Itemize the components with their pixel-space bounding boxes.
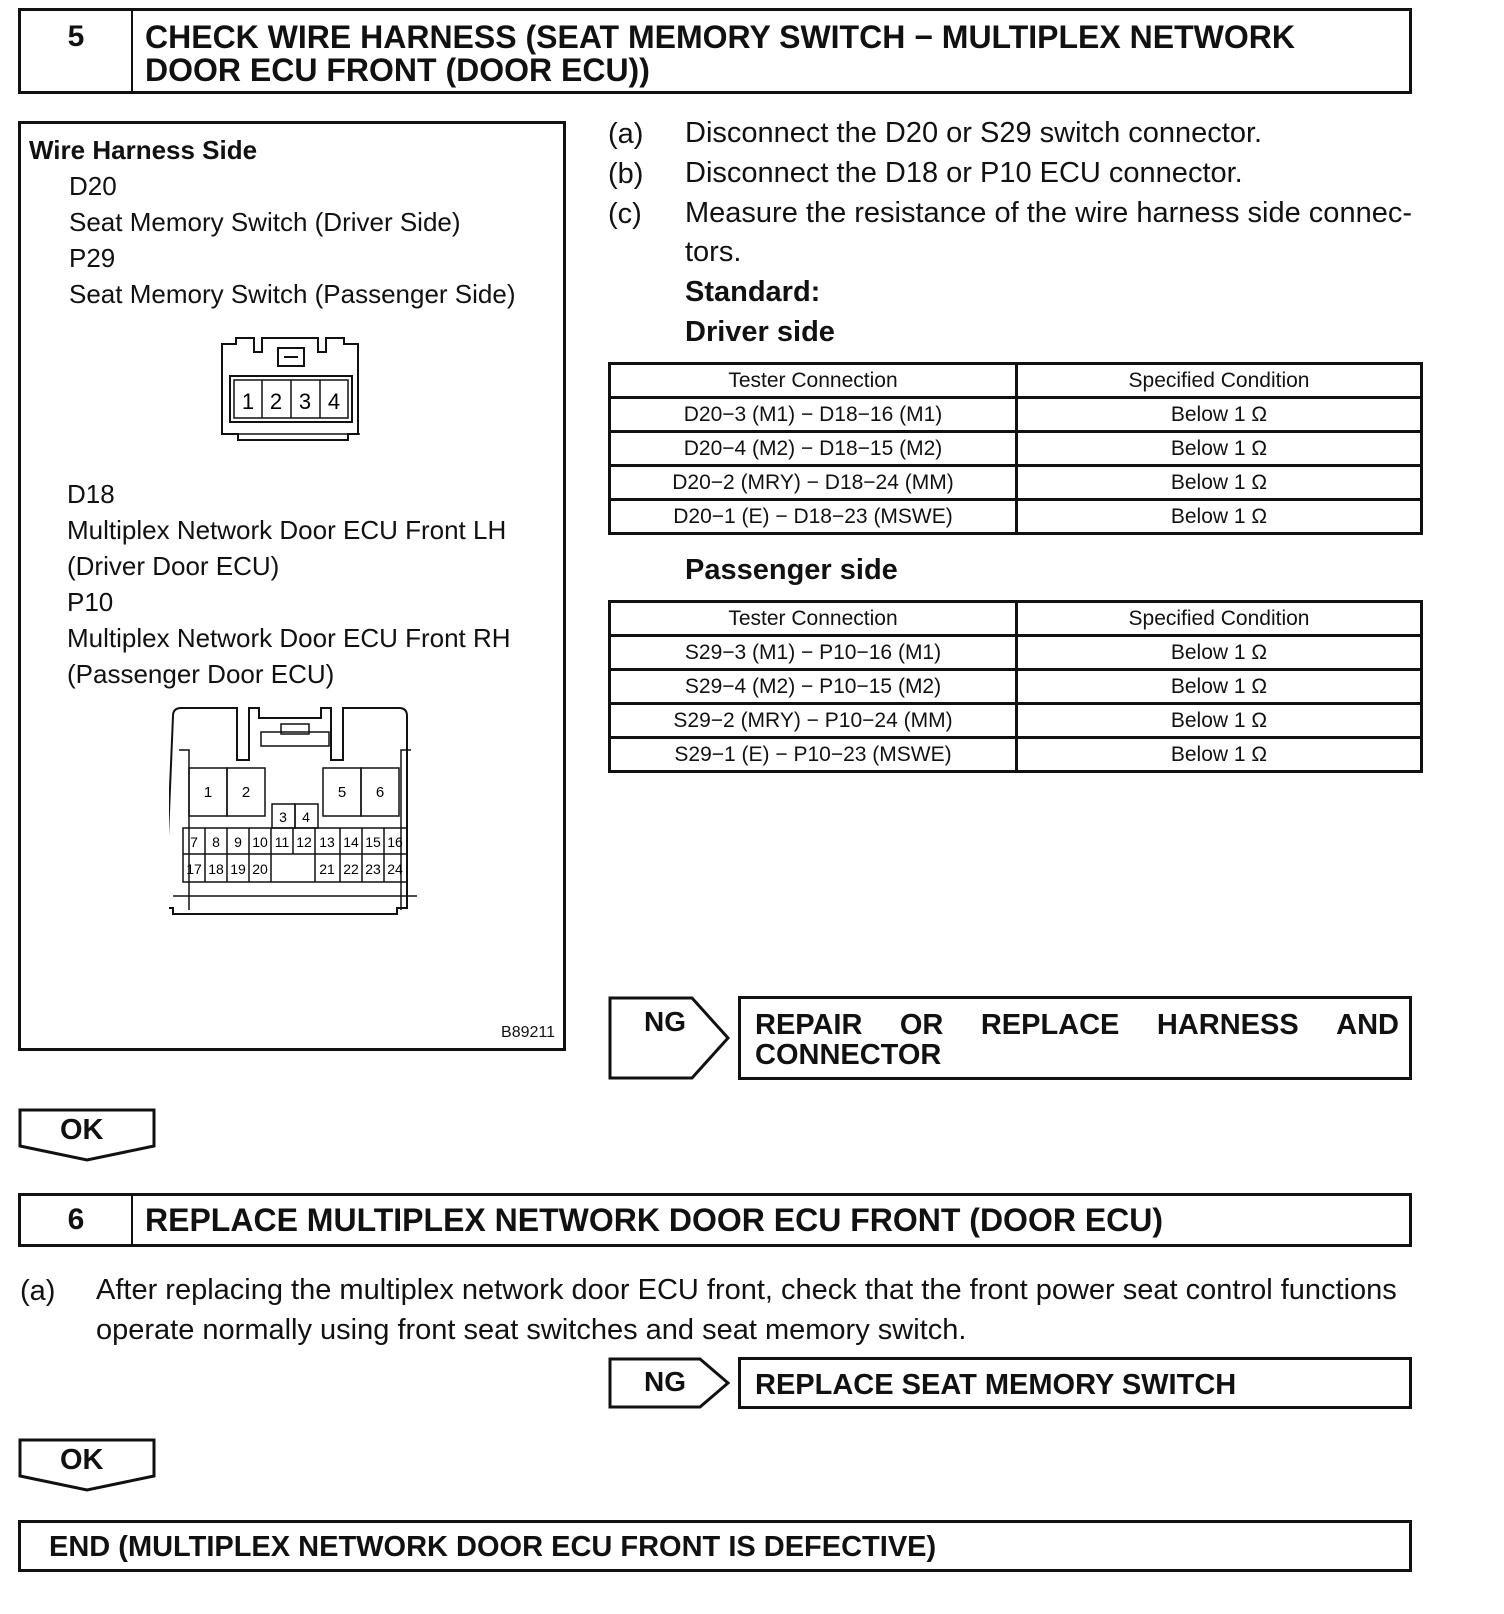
small-pin-2: 2 — [269, 389, 283, 414]
ng-result-1-word: REPAIR — [755, 1009, 863, 1041]
big-pin-18: 18 — [208, 861, 224, 877]
step5-title-line1: CHECK WIRE HARNESS (SEAT MEMORY SWITCH − MULTIPLEX NETWORK — [145, 19, 1295, 55]
big-pin-15: 15 — [365, 834, 381, 850]
standard-label: Standard: — [685, 276, 821, 308]
ng-result-1-word: REPLACE — [980, 1009, 1120, 1041]
ng-result-1-line2: CONNECTOR — [755, 1039, 942, 1071]
tester-connection-cell: S29−3 (M1) − P10−16 (M1) — [610, 636, 1017, 670]
big-pin-24: 24 — [387, 861, 403, 877]
big-pin-8: 8 — [212, 834, 220, 850]
big-pin-7: 7 — [190, 834, 198, 850]
p10-description-line1: Multiplex Network Door ECU Front RH — [67, 623, 511, 653]
tester-connection-cell: D20−4 (M2) − D18−15 (M2) — [610, 432, 1017, 466]
tester-connection-cell: D20−1 (E) − D18−23 (MSWE) — [610, 500, 1017, 534]
d18-code: D18 — [67, 479, 115, 509]
big-pin-22: 22 — [343, 861, 359, 877]
specified-condition-cell: Below 1 Ω — [1017, 670, 1422, 704]
table-header-row — [610, 602, 1422, 636]
big-pin-11: 11 — [274, 834, 290, 850]
d20-description: Seat Memory Switch (Driver Side) — [69, 207, 461, 237]
big-pin-10: 10 — [252, 834, 268, 850]
step5-number: 5 — [21, 11, 133, 91]
tester-connection-cell: S29−2 (MRY) − P10−24 (MM) — [610, 704, 1017, 738]
big-pin-5: 5 — [337, 784, 347, 801]
step5-title-line2: DOOR ECU FRONT (DOOR ECU)) — [145, 52, 650, 88]
ok-label-2: OK — [60, 1444, 104, 1476]
table-row — [610, 500, 1422, 534]
ng-result-1-word: HARNESS — [1156, 1009, 1299, 1041]
ng-label-2: NG — [644, 1366, 686, 1397]
big-pin-6: 6 — [375, 784, 385, 801]
instruction-a-letter: (a) — [608, 118, 644, 150]
table-row — [610, 670, 1422, 704]
ng-result-1-line1 — [755, 1009, 1399, 1042]
tester-connection-cell: D20−3 (M1) − D18−16 (M1) — [610, 398, 1017, 432]
big-pin-21: 21 — [319, 861, 335, 877]
specified-condition-cell: Below 1 Ω — [1017, 466, 1422, 500]
table-row — [610, 398, 1422, 432]
step6-header — [18, 1193, 1412, 1247]
tester-connection-cell: D20−2 (MRY) − D18−24 (MM) — [610, 466, 1017, 500]
big-pin-14: 14 — [343, 834, 359, 850]
big-pin-19: 19 — [230, 861, 246, 877]
p29-description: Seat Memory Switch (Passenger Side) — [69, 279, 516, 309]
instruction-c-text-line1: Measure the resistance of the wire harness side connec- — [685, 197, 1412, 229]
step5-header — [18, 8, 1412, 94]
small-pin-1: 1 — [241, 389, 255, 414]
table-row — [610, 636, 1422, 670]
table-header: Specified Condition — [1017, 602, 1422, 636]
ng-result-2 — [738, 1357, 1412, 1409]
p10-code: P10 — [67, 587, 114, 617]
passenger-side-table — [608, 600, 1423, 773]
end-text: END (MULTIPLEX NETWORK DOOR ECU FRONT IS DEFECTIVE) — [49, 1531, 937, 1563]
d20-code: D20 — [69, 171, 117, 201]
small-pin-3: 3 — [298, 389, 312, 414]
big-pin-23: 23 — [365, 861, 381, 877]
end-box — [18, 1520, 1412, 1572]
step6-instruction-letter: (a) — [20, 1275, 56, 1307]
table-header: Tester Connection — [610, 602, 1017, 636]
p10-description-line2: (Passenger Door ECU) — [67, 659, 335, 689]
big-pin-4: 4 — [302, 809, 310, 825]
tester-connection-cell: S29−1 (E) − P10−23 (MSWE) — [610, 738, 1017, 772]
specified-condition-cell: Below 1 Ω — [1017, 432, 1422, 466]
instruction-b-letter: (b) — [608, 158, 644, 190]
specified-condition-cell: Below 1 Ω — [1017, 738, 1422, 772]
door-ecu-connector-diagram — [169, 704, 421, 924]
figure-id: B89211 — [501, 1024, 555, 1041]
table-header-row — [610, 364, 1422, 398]
ng-result-1-word: AND — [1336, 1009, 1399, 1041]
table-header: Specified Condition — [1017, 364, 1422, 398]
specified-condition-cell: Below 1 Ω — [1017, 398, 1422, 432]
big-pin-2: 2 — [241, 784, 251, 801]
big-pin-16: 16 — [387, 834, 403, 850]
step6-title: REPLACE MULTIPLEX NETWORK DOOR ECU FRONT (DOOR ECU) — [145, 1202, 1164, 1238]
ok-label-1: OK — [60, 1114, 104, 1146]
ng-label-1: NG — [644, 1006, 686, 1037]
big-pin-12: 12 — [296, 834, 312, 850]
driver-side-label: Driver side — [685, 316, 835, 348]
step6-instruction-line2: operate normally using front seat switches and seat memory switch. — [96, 1314, 967, 1346]
step6-instruction-line1: After replacing the multiplex network door ECU front, check that the front power seat control functions — [96, 1274, 1397, 1306]
instruction-c-letter: (c) — [608, 198, 642, 230]
specified-condition-cell: Below 1 Ω — [1017, 500, 1422, 534]
d18-description-line1: Multiplex Network Door ECU Front LH — [67, 515, 507, 545]
driver-side-table — [608, 362, 1423, 535]
big-pin-17: 17 — [186, 861, 202, 877]
ng-result-1-word: OR — [899, 1009, 944, 1041]
p29-code: P29 — [69, 243, 116, 273]
table-row — [610, 738, 1422, 772]
table-row — [610, 432, 1422, 466]
small-pin-4: 4 — [327, 389, 341, 414]
table-header: Tester Connection — [610, 364, 1017, 398]
big-pin-13: 13 — [319, 834, 335, 850]
seat-memory-switch-connector-diagram — [216, 336, 366, 446]
big-pin-9: 9 — [234, 834, 242, 850]
d18-description-line2: (Driver Door ECU) — [67, 551, 280, 581]
wire-harness-figure — [18, 121, 566, 1051]
table-row — [610, 704, 1422, 738]
step6-number: 6 — [21, 1196, 133, 1244]
specified-condition-cell: Below 1 Ω — [1017, 704, 1422, 738]
specified-condition-cell: Below 1 Ω — [1017, 636, 1422, 670]
passenger-side-label: Passenger side — [685, 554, 898, 586]
figure-heading: Wire Harness Side — [29, 135, 258, 165]
ng-result-1 — [738, 996, 1412, 1080]
table-row — [610, 466, 1422, 500]
instruction-c-text-line2: tors. — [685, 236, 742, 268]
instruction-b-text: Disconnect the D18 or P10 ECU connector. — [685, 157, 1243, 189]
big-pin-1: 1 — [203, 784, 213, 801]
ng-result-2-text: REPLACE SEAT MEMORY SWITCH — [755, 1369, 1237, 1401]
tester-connection-cell: S29−4 (M2) − P10−15 (M2) — [610, 670, 1017, 704]
big-pin-3: 3 — [279, 809, 287, 825]
instruction-a-text: Disconnect the D20 or S29 switch connector. — [685, 117, 1263, 149]
big-pin-20: 20 — [252, 861, 268, 877]
